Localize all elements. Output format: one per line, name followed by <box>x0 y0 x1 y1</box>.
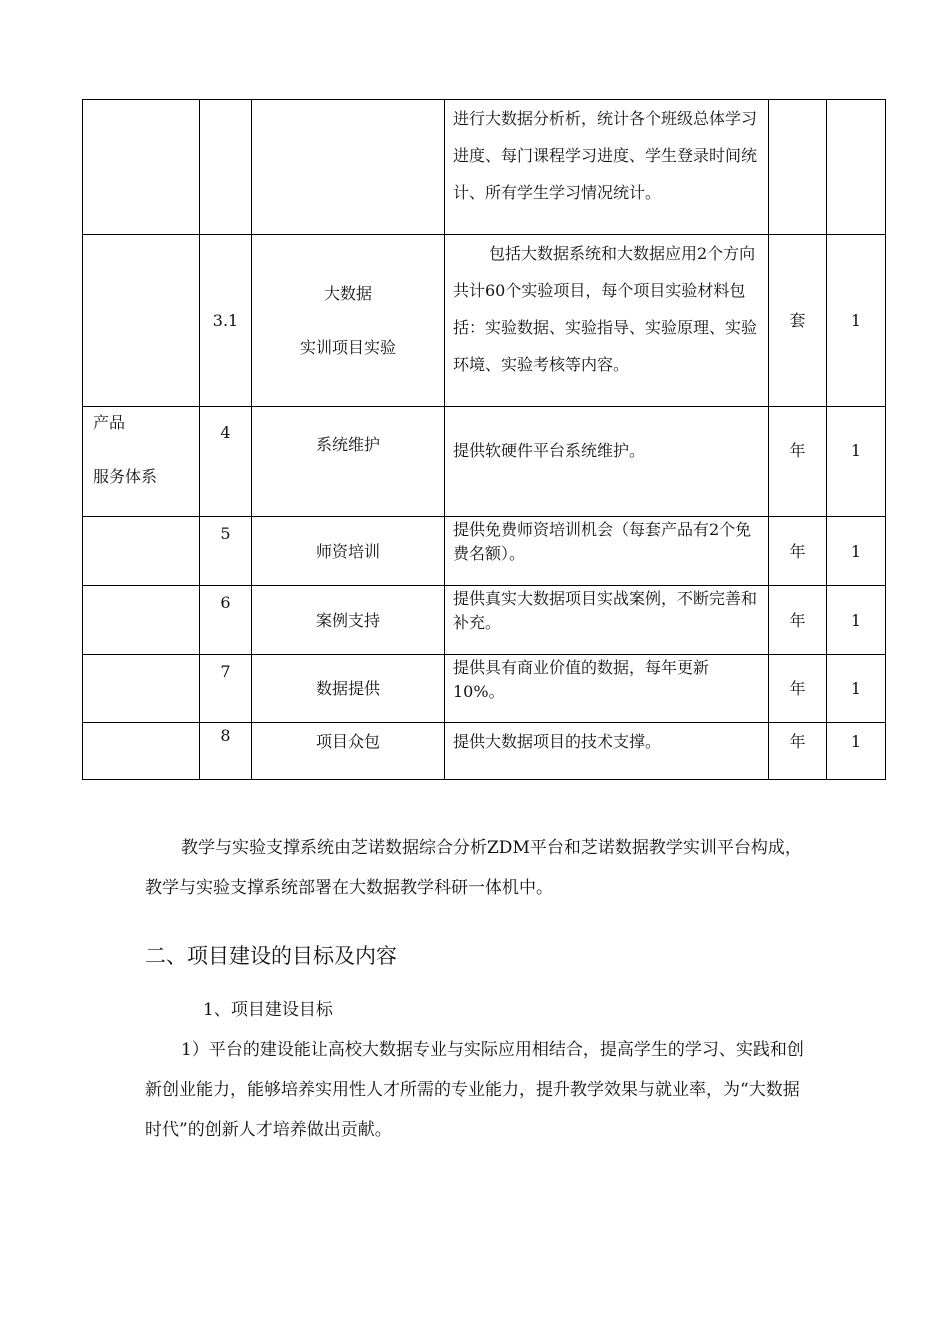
item-name-line: 大数据 <box>323 283 372 303</box>
item-name-line: 实训项目实验 <box>299 337 396 357</box>
item-quantity: 1 <box>827 655 886 723</box>
item-description: 进行大数据分析析，统计各个班级总体学习进度、每门课程学习进度、学生登录时间统计、所有学生学习情况统计。 <box>445 100 769 235</box>
item-name: 案例支持 <box>252 586 445 655</box>
item-name: 系统维护 <box>252 407 445 517</box>
item-quantity: 1 <box>827 723 886 780</box>
category-line: 产品 <box>93 413 126 432</box>
item-quantity <box>827 100 886 235</box>
item-unit: 年 <box>769 655 827 723</box>
item-quantity: 1 <box>827 235 886 407</box>
category-cell <box>83 100 200 235</box>
item-description: 提供免费师资培训机会（每套产品有2个免费名额）。 <box>445 517 769 586</box>
item-description: 提供大数据项目的技术支撑。 <box>445 723 769 780</box>
intro-paragraph: 教学与实验支撑系统由芝诺数据综合分析ZDM平台和芝诺数据教学实训平台构成，教学与实验支撑系统部署在大数据教学科研一体机中。 <box>145 838 802 898</box>
item-number: 6 <box>200 586 252 655</box>
item-description: 提供真实大数据项目实战案例，不断完善和补充。 <box>445 586 769 655</box>
item-unit: 年 <box>769 407 827 517</box>
item-name <box>252 100 445 235</box>
category-cell <box>83 655 200 723</box>
category-cell <box>83 517 200 586</box>
item-unit <box>769 100 827 235</box>
item-unit: 年 <box>769 723 827 780</box>
category-cell <box>83 586 200 655</box>
item-quantity: 1 <box>827 407 886 517</box>
item-number: 7 <box>200 655 252 723</box>
subsection-heading: 1、项目建设目标 <box>203 1000 333 1020</box>
item-name <box>252 235 445 407</box>
table-row <box>83 723 886 780</box>
item-name: 数据提供 <box>252 655 445 723</box>
table-row <box>83 100 886 235</box>
item-number: 3.1 <box>200 235 252 407</box>
category-cell <box>83 235 200 407</box>
item-description: 提供软硬件平台系统维护。 <box>445 407 769 517</box>
item-unit: 年 <box>769 517 827 586</box>
table-row <box>83 235 886 407</box>
item-number <box>200 100 252 235</box>
item-unit: 年 <box>769 586 827 655</box>
item-quantity: 1 <box>827 517 886 586</box>
category-cell <box>83 723 200 780</box>
section-heading: 二、项目建设的目标及内容 <box>145 944 397 968</box>
table-row <box>83 407 886 517</box>
table-row <box>83 517 886 586</box>
category-line: 服务体系 <box>93 467 158 486</box>
item-number: 8 <box>200 723 252 780</box>
services-table <box>82 99 886 780</box>
table-row <box>83 586 886 655</box>
item-number: 5 <box>200 517 252 586</box>
item-description: 提供具有商业价值的数据，每年更新10%。 <box>445 655 769 723</box>
item-quantity: 1 <box>827 586 886 655</box>
item-unit: 套 <box>769 235 827 407</box>
item-name: 项目众包 <box>252 723 445 780</box>
item-number: 4 <box>200 407 252 517</box>
item-name: 师资培训 <box>252 517 445 586</box>
item-description: 包括大数据系统和大数据应用2个方向共计60个实验项目，每个项目实验材料包括：实验数据、实验指导、实验原理、实验环境、实验考核等内容。 <box>445 235 769 407</box>
goal-paragraph: 1）平台的建设能让高校大数据专业与实际应用相结合，提高学生的学习、实践和创新创业能力，能够培养实用性人才所需的专业能力，提升教学效果与就业率，为“大数据时代”的创新人才培养做出贡献。 <box>145 1040 804 1140</box>
category-cell <box>83 407 200 517</box>
table-row <box>83 655 886 723</box>
